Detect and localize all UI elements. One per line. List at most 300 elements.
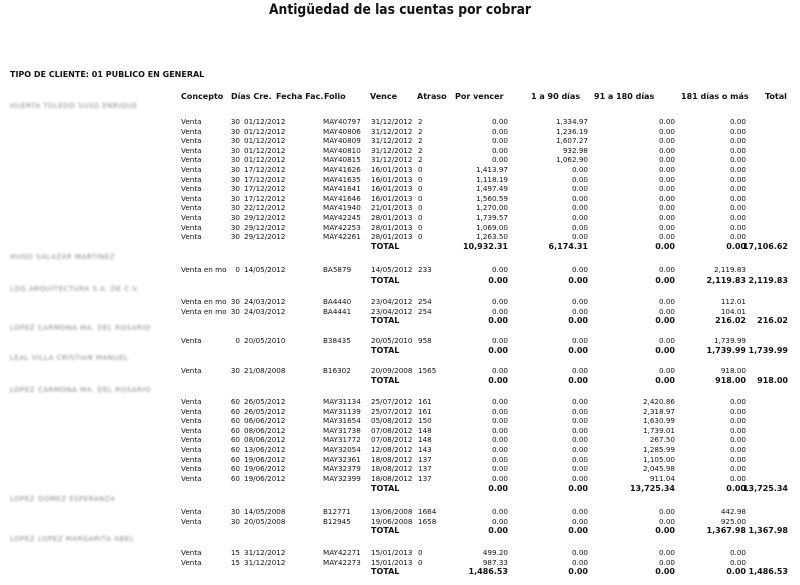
cell-91-180: 0.00: [658, 136, 675, 146]
total-d91: 0.00: [655, 567, 675, 576]
total-d190: 0.00: [568, 346, 588, 355]
cell-folio: MAY40815: [323, 155, 361, 165]
cell-atraso: 0: [418, 165, 423, 174]
customer-name: HUGO SALAZAR MARTINEZ: [10, 253, 115, 261]
total-tot: 918.00: [757, 376, 788, 385]
cell-91-180: 0.00: [658, 366, 675, 375]
cell-fecha: 01/12/2012: [244, 155, 286, 165]
cell-fecha: 20/05/2010: [244, 336, 286, 345]
cell-por-vencer: 1,497.49: [475, 184, 508, 194]
cell-vence: 18/08/2012: [371, 464, 413, 474]
cell-concepto: Venta: [181, 464, 202, 474]
cell-fecha: 17/12/2012: [244, 184, 286, 194]
table-row: [0, 175, 800, 185]
cell-concepto: Venta en mo: [181, 306, 227, 316]
cell-vence: 18/08/2012: [371, 473, 413, 483]
cell-91-180: 0.00: [658, 516, 675, 526]
table-row: [0, 136, 800, 146]
total-d190: 0.00: [568, 484, 588, 493]
cell-91-180: 1,285.99: [642, 445, 675, 454]
cell-dias: 30: [230, 174, 240, 184]
cell-vence: 07/08/2012: [371, 425, 413, 435]
cell-atraso: 0: [418, 203, 423, 213]
cell-folio: MAY40809: [323, 136, 361, 146]
cell-fecha: 20/05/2008: [244, 516, 286, 526]
cell-atraso: 0: [418, 174, 423, 184]
cell-181: 0.00: [729, 165, 746, 174]
cell-1-90: 0.00: [571, 516, 588, 526]
cell-181: 0.00: [729, 548, 746, 557]
cell-91-180: 0.00: [658, 213, 675, 222]
total-tot: 1,739.99: [748, 346, 788, 355]
cell-folio: MAY31654: [323, 416, 361, 426]
cell-por-vencer: 0.00: [491, 406, 508, 416]
cell-91-180: 1,105.00: [642, 454, 675, 464]
total-row: [0, 242, 800, 253]
cell-1-90: 0.00: [571, 297, 588, 306]
cell-atraso: 137: [418, 454, 432, 464]
cell-vence: 28/01/2013: [371, 222, 413, 232]
cell-por-vencer: 0.00: [491, 516, 508, 526]
col-folio: Folio: [324, 92, 346, 101]
cell-dias: 15: [230, 557, 240, 567]
col-atraso: Atraso: [417, 92, 447, 101]
total-label: TOTAL: [371, 276, 400, 285]
table-row: [0, 117, 800, 127]
cell-atraso: 148: [418, 435, 432, 445]
cell-dias: 60: [230, 435, 240, 445]
cell-dias: 30: [230, 366, 240, 375]
cell-1-90: 1,062.90: [555, 155, 588, 165]
table-row: [0, 548, 800, 558]
total-d91: 13,725.34: [629, 484, 675, 493]
total-label: TOTAL: [371, 567, 400, 576]
cell-vence: 28/01/2013: [371, 213, 413, 222]
total-label: TOTAL: [371, 316, 400, 325]
cell-folio: MAY31134: [323, 397, 361, 406]
cell-fecha: 14/05/2012: [244, 265, 286, 274]
cell-atraso: 958: [418, 336, 432, 345]
cell-folio: MAY31738: [323, 425, 361, 435]
total-porv: 0.00: [488, 276, 508, 285]
cell-vence: 15/01/2013: [371, 557, 413, 567]
col-fecha: Fecha Fac.: [276, 92, 324, 101]
cell-dias: 30: [230, 126, 240, 136]
total-porv: 0.00: [488, 526, 508, 535]
cell-atraso: 161: [418, 406, 432, 416]
cell-91-180: 2,045.98: [642, 464, 675, 474]
customer-name: LOPEZ LOPEZ MARGARITA ABEL: [10, 535, 135, 543]
cell-folio: MAY32399: [323, 473, 361, 483]
cell-folio: MAY42271: [323, 548, 361, 557]
cell-91-180: 0.00: [658, 222, 675, 232]
cell-folio: MAY41641: [323, 184, 361, 194]
total-porv: 0.00: [488, 316, 508, 325]
cell-atraso: 0: [418, 184, 423, 194]
cell-atraso: 137: [418, 473, 432, 483]
cell-atraso: 2: [418, 136, 423, 146]
cell-concepto: Venta en mo: [181, 265, 227, 274]
table-row: [0, 297, 800, 307]
cell-dias: 60: [230, 406, 240, 416]
cell-concepto: Venta: [181, 557, 202, 567]
total-tot: 1,367.98: [748, 526, 788, 535]
cell-folio: MAY40797: [323, 117, 361, 126]
cell-dias: 30: [230, 117, 240, 126]
cell-por-vencer: 0.00: [491, 435, 508, 445]
table-row: [0, 474, 800, 484]
cell-91-180: 1,739.01: [642, 425, 675, 435]
total-d91: 0.00: [655, 316, 675, 325]
total-label: TOTAL: [371, 376, 400, 385]
cell-folio: MAY42261: [323, 232, 361, 242]
total-porv: 0.00: [488, 346, 508, 355]
cell-1-90: 0.00: [571, 416, 588, 426]
cell-181: 0.00: [729, 155, 746, 165]
total-label: TOTAL: [371, 526, 400, 535]
cell-91-180: 2,318.97: [642, 406, 675, 416]
cell-concepto: Venta en mo: [181, 297, 227, 306]
cell-181: 0.00: [729, 193, 746, 203]
cell-91-180: 0.00: [658, 336, 675, 345]
cell-1-90: 0.00: [571, 193, 588, 203]
cell-181: 0.00: [729, 117, 746, 126]
cell-vence: 23/04/2012: [371, 306, 413, 316]
cell-concepto: Venta: [181, 184, 202, 194]
total-d91: 0.00: [655, 346, 675, 355]
cell-91-180: 0.00: [658, 155, 675, 165]
cell-concepto: Venta: [181, 507, 202, 516]
cell-dias: 30: [230, 145, 240, 155]
table-row: [0, 397, 800, 407]
cell-91-180: 0.00: [658, 507, 675, 516]
cell-folio: MAY32379: [323, 464, 361, 474]
cell-91-180: 1,630.99: [642, 416, 675, 426]
cell-1-90: 0.00: [571, 184, 588, 194]
cell-91-180: 0.00: [658, 193, 675, 203]
cell-folio: MAY41626: [323, 165, 361, 174]
cell-91-180: 0.00: [658, 297, 675, 306]
cell-atraso: 0: [418, 222, 423, 232]
cell-folio: MAY40810: [323, 145, 361, 155]
col-concepto: Concepto: [181, 92, 224, 101]
cell-vence: 12/08/2012: [371, 445, 413, 454]
cell-por-vencer: 0.00: [491, 507, 508, 516]
report-title: Antigüedad de las cuentas por cobrar: [269, 2, 531, 18]
cell-por-vencer: 0.00: [491, 306, 508, 316]
cell-dias: 30: [230, 306, 240, 316]
cell-1-90: 0.00: [571, 306, 588, 316]
cell-181: 442.98: [720, 507, 746, 516]
cell-91-180: 0.00: [658, 548, 675, 557]
cell-dias: 60: [230, 473, 240, 483]
cell-fecha: 31/12/2012: [244, 548, 286, 557]
cell-folio: BA4440: [323, 297, 352, 306]
cell-atraso: 0: [418, 193, 423, 203]
cell-fecha: 31/12/2012: [244, 557, 286, 567]
cell-dias: 60: [230, 445, 240, 454]
cell-atraso: 0: [418, 548, 423, 557]
total-d181: 0.00: [726, 484, 746, 493]
col-dias: Días Cre.: [231, 92, 272, 101]
cell-1-90: 932.98: [562, 145, 588, 155]
cell-vence: 31/12/2012: [371, 117, 413, 126]
table-row: [0, 203, 800, 213]
cell-dias: 60: [230, 425, 240, 435]
cell-concepto: Venta: [181, 516, 202, 526]
cell-fecha: 26/05/2012: [244, 397, 286, 406]
cell-dias: 60: [230, 397, 240, 406]
cell-atraso: 143: [418, 445, 432, 454]
cell-concepto: Venta: [181, 165, 202, 174]
cell-dias: 15: [230, 548, 240, 557]
cell-fecha: 08/06/2012: [244, 435, 286, 445]
cell-folio: B38435: [323, 336, 351, 345]
cell-por-vencer: 0.00: [491, 155, 508, 165]
cell-1-90: 0.00: [571, 445, 588, 454]
cell-folio: MAY41940: [323, 203, 361, 213]
cell-1-90: 0.00: [571, 548, 588, 557]
table-row: [0, 445, 800, 455]
cell-atraso: 161: [418, 397, 432, 406]
total-d190: 0.00: [568, 567, 588, 576]
total-tot: 17,106.62: [742, 242, 788, 251]
cell-concepto: Venta: [181, 193, 202, 203]
cell-atraso: 150: [418, 416, 432, 426]
cell-por-vencer: 1,739.57: [475, 213, 508, 222]
cell-fecha: 29/12/2012: [244, 232, 286, 242]
cell-folio: MAY31139: [323, 406, 361, 416]
customer-name: LEAL VILLA CRISTIAN MANUEL: [10, 354, 129, 362]
cell-dias: 30: [230, 184, 240, 194]
cell-concepto: Venta: [181, 406, 202, 416]
cell-fecha: 24/03/2012: [244, 306, 286, 316]
total-label: TOTAL: [371, 346, 400, 355]
cell-dias: 30: [230, 297, 240, 306]
cell-concepto: Venta: [181, 397, 202, 406]
cell-atraso: 2: [418, 155, 423, 165]
cell-vence: 31/12/2012: [371, 126, 413, 136]
cell-181: 0.00: [729, 445, 746, 454]
cell-91-180: 0.00: [658, 165, 675, 174]
cell-1-90: 0.00: [571, 222, 588, 232]
cell-concepto: Venta: [181, 232, 202, 242]
total-porv: 10,932.31: [462, 242, 508, 251]
col-vence: Vence: [370, 92, 398, 101]
cell-1-90: 1,236.19: [555, 126, 588, 136]
cell-fecha: 29/12/2012: [244, 222, 286, 232]
cell-folio: MAY41635: [323, 174, 361, 184]
cell-1-90: 0.00: [571, 406, 588, 416]
cell-181: 0.00: [729, 557, 746, 567]
cell-atraso: 2: [418, 126, 423, 136]
cell-1-90: 0.00: [571, 203, 588, 213]
customer-name: LOPEZ CARMONA MA. DEL ROSARIO: [10, 324, 151, 332]
total-d190: 0.00: [568, 376, 588, 385]
customer-name: LOPEZ GOMEZ ESPERANZA: [10, 495, 116, 503]
total-tot: 13,725.34: [742, 484, 788, 493]
cell-por-vencer: 0.00: [491, 397, 508, 406]
cell-por-vencer: 1,560.59: [475, 193, 508, 203]
cell-181: 0.00: [729, 435, 746, 445]
cell-91-180: 0.00: [658, 117, 675, 126]
cell-por-vencer: 0.00: [491, 336, 508, 345]
cell-atraso: 1664: [418, 507, 437, 516]
cell-1-90: 0.00: [571, 435, 588, 445]
table-row: [0, 416, 800, 426]
cell-fecha: 24/03/2012: [244, 297, 286, 306]
cell-dias: 30: [230, 155, 240, 165]
cell-vence: 16/01/2013: [371, 165, 413, 174]
table-row: [0, 455, 800, 465]
cell-1-90: 0.00: [571, 265, 588, 274]
cell-vence: 20/09/2008: [371, 366, 413, 375]
total-d181: 0.00: [726, 567, 746, 576]
cell-por-vencer: 0.00: [491, 265, 508, 274]
table-row: [0, 213, 800, 223]
cell-por-vencer: 499.20: [482, 548, 508, 557]
cell-181: 0.00: [729, 425, 746, 435]
cell-folio: MAY42253: [323, 222, 361, 232]
total-porv: 0.00: [488, 376, 508, 385]
cell-atraso: 254: [418, 306, 432, 316]
total-d181: 1,739.99: [706, 346, 746, 355]
cell-atraso: 0: [418, 557, 423, 567]
customer-name: LOPEZ CARMONA MA. DEL ROSARIO: [10, 386, 151, 394]
cell-por-vencer: 0.00: [491, 117, 508, 126]
customer-name: HUERTA TOLEDO SUSO ENRIQUE: [10, 102, 138, 110]
cell-folio: B16302: [323, 366, 351, 375]
total-porv: 1,486.53: [468, 567, 508, 576]
cell-concepto: Venta: [181, 117, 202, 126]
cell-181: 0.00: [729, 222, 746, 232]
cell-vence: 16/01/2013: [371, 174, 413, 184]
cell-por-vencer: 0.00: [491, 136, 508, 146]
cell-181: 0.00: [729, 232, 746, 242]
cell-atraso: 1565: [418, 366, 437, 375]
cell-dias: 0: [235, 336, 240, 345]
cell-fecha: 17/12/2012: [244, 174, 286, 184]
cell-folio: BA5879: [323, 265, 352, 274]
cell-por-vencer: 0.00: [491, 126, 508, 136]
table-row: [0, 265, 800, 275]
cell-vence: 25/07/2012: [371, 406, 413, 416]
cell-dias: 30: [230, 507, 240, 516]
cell-dias: 60: [230, 464, 240, 474]
cell-181: 925.00: [720, 516, 746, 526]
cell-91-180: 267.50: [649, 435, 675, 445]
cell-folio: B12945: [323, 516, 351, 526]
cell-1-90: 1,607.27: [555, 136, 588, 146]
cell-atraso: 254: [418, 297, 432, 306]
cell-vence: 31/12/2012: [371, 155, 413, 165]
cell-concepto: Venta: [181, 174, 202, 184]
cell-91-180: 911.04: [649, 473, 675, 483]
cell-181: 0.00: [729, 174, 746, 184]
cell-1-90: 1,334.97: [555, 117, 588, 126]
cell-fecha: 19/06/2012: [244, 454, 286, 464]
cell-vence: 25/07/2012: [371, 397, 413, 406]
cell-fecha: 01/12/2012: [244, 136, 286, 146]
cell-fecha: 01/12/2012: [244, 126, 286, 136]
cell-folio: MAY32054: [323, 445, 361, 454]
cell-181: 0.00: [729, 126, 746, 136]
cell-por-vencer: 0.00: [491, 145, 508, 155]
cell-fecha: 06/06/2012: [244, 416, 286, 426]
cell-1-90: 0.00: [571, 557, 588, 567]
cell-181: 2,119.83: [713, 265, 746, 274]
cell-vence: 15/01/2013: [371, 548, 413, 557]
total-tot: 216.02: [757, 316, 788, 325]
cell-91-180: 0.00: [658, 184, 675, 194]
cell-vence: 23/04/2012: [371, 297, 413, 306]
cell-por-vencer: 0.00: [491, 297, 508, 306]
cell-vence: 16/01/2013: [371, 193, 413, 203]
cell-dias: 60: [230, 416, 240, 426]
cell-91-180: 0.00: [658, 145, 675, 155]
cell-91-180: 0.00: [658, 174, 675, 184]
cell-concepto: Venta: [181, 548, 202, 557]
cell-concepto: Venta: [181, 203, 202, 213]
total-label: TOTAL: [371, 242, 400, 251]
cell-1-90: 0.00: [571, 174, 588, 184]
col-181: 181 días o más: [681, 92, 749, 101]
table-row: [0, 232, 800, 242]
cell-1-90: 0.00: [571, 473, 588, 483]
cell-concepto: Venta: [181, 136, 202, 146]
table-row: [0, 127, 800, 137]
cell-vence: 21/01/2013: [371, 203, 413, 213]
cell-por-vencer: 0.00: [491, 445, 508, 454]
total-label: TOTAL: [371, 484, 400, 493]
total-d190: 0.00: [568, 526, 588, 535]
cell-1-90: 0.00: [571, 213, 588, 222]
cell-fecha: 08/06/2012: [244, 425, 286, 435]
table-row: [0, 366, 800, 376]
cell-181: 112.01: [720, 297, 746, 306]
cell-181: 0.00: [729, 203, 746, 213]
cell-1-90: 0.00: [571, 454, 588, 464]
cell-concepto: Venta: [181, 126, 202, 136]
cell-1-90: 0.00: [571, 464, 588, 474]
cell-por-vencer: 987.33: [482, 557, 508, 567]
cell-concepto: Venta: [181, 366, 202, 375]
customer-name: LDG ARQUITECTURA S.A. DE C.V.: [10, 285, 140, 293]
cell-181: 0.00: [729, 136, 746, 146]
cell-concepto: Venta: [181, 454, 202, 464]
table-row: [0, 464, 800, 474]
cell-vence: 31/12/2012: [371, 145, 413, 155]
cell-fecha: 19/06/2012: [244, 473, 286, 483]
cell-vence: 16/01/2013: [371, 184, 413, 194]
cell-1-90: 0.00: [571, 425, 588, 435]
cell-vence: 07/08/2012: [371, 435, 413, 445]
cell-concepto: Venta: [181, 213, 202, 222]
cell-vence: 28/01/2013: [371, 232, 413, 242]
cell-dias: 30: [230, 213, 240, 222]
cell-folio: BA4441: [323, 306, 352, 316]
total-d190: 6,174.31: [548, 242, 588, 251]
cell-concepto: Venta: [181, 145, 202, 155]
col-1-90: 1 a 90 días: [531, 92, 581, 101]
cell-por-vencer: 1,413.97: [475, 165, 508, 174]
table-row: [0, 407, 800, 417]
cell-dias: 30: [230, 232, 240, 242]
cell-91-180: 0.00: [658, 557, 675, 567]
cell-atraso: 0: [418, 213, 423, 222]
total-row: [0, 567, 800, 578]
total-d181: 216.02: [715, 316, 746, 325]
